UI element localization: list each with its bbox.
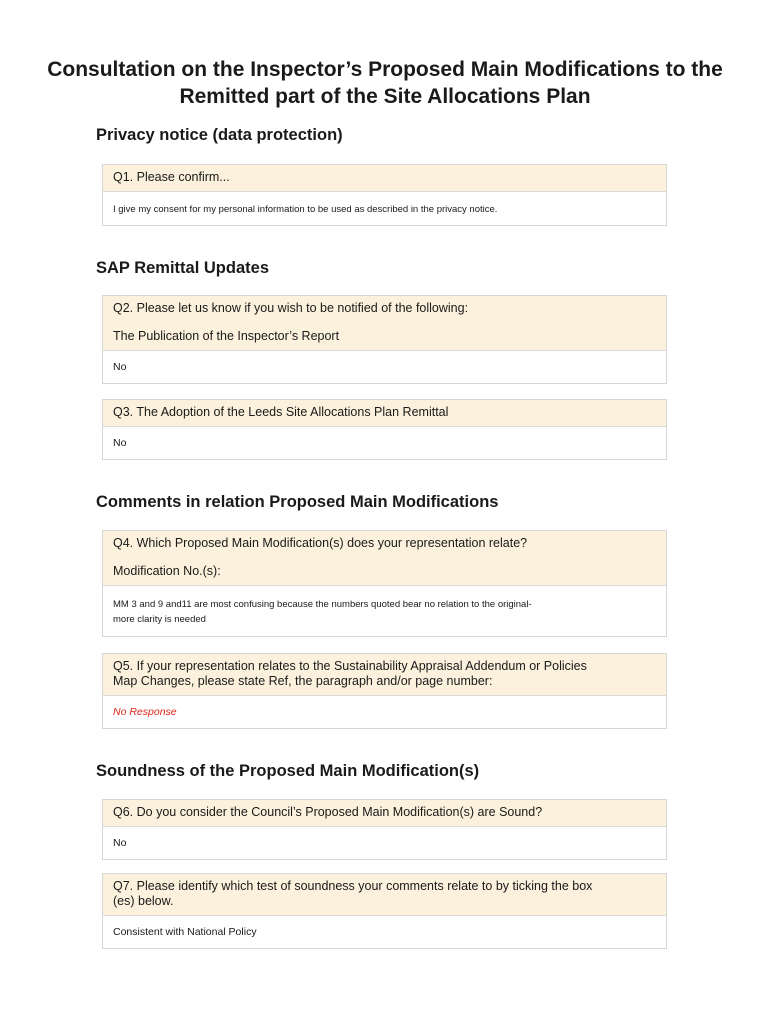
page-title: [0, 56, 770, 110]
answer-text: [103, 586, 666, 636]
page-title-line2: Remitted part of the Site Allocations Plan: [179, 85, 591, 108]
question-header: [103, 165, 666, 192]
question-card-q4: [102, 530, 667, 637]
section-heading-sap: SAP Remittal Updates: [96, 259, 269, 277]
question-text: Q2. Please let us know if you wish to be notified of the following:: [113, 301, 469, 315]
question-text: Q6. Do you consider the Council’s Proposed Main Modification(s) are Sound?: [113, 805, 543, 819]
question-sublabel: Modification No.(s):: [113, 564, 221, 578]
question-header: [103, 654, 666, 696]
question-header: [103, 874, 666, 916]
question-text-line: Q7. Please identify which test of soundness your comments relate to by ticking the box: [113, 879, 593, 893]
answer-line: MM 3 and 9 and11 are most confusing because the numbers quoted bear no relation to the original-: [113, 599, 532, 610]
answer-text: I give my consent for my personal information to be used as described in the privacy notice.: [113, 204, 498, 215]
question-card-q2: [102, 295, 667, 384]
section-heading-privacy: Privacy notice (data protection): [96, 126, 343, 144]
question-text-line: Q5. If your representation relates to the Sustainability Appraisal Addendum or Policies: [113, 659, 587, 673]
question-text: Q1. Please confirm...: [113, 170, 230, 184]
question-sublabel: The Publication of the Inspector’s Report: [113, 329, 340, 343]
question-card-q1: [102, 164, 667, 226]
question-text: Q4. Which Proposed Main Modification(s) does your representation relate?: [113, 536, 528, 550]
question-text-line: Map Changes, please state Ref, the paragraph and/or page number:: [113, 674, 493, 688]
question-card-q3: [102, 399, 667, 460]
answer-text: [103, 696, 666, 728]
answer-text: Consistent with National Policy: [113, 926, 257, 938]
answer-text: No: [113, 837, 127, 849]
answer-text: No: [113, 437, 127, 449]
answer-text: No: [113, 361, 127, 373]
question-card-q5: [102, 653, 667, 729]
question-text: Q3. The Adoption of the Leeds Site Allocations Plan Remittal: [113, 405, 449, 419]
answer-line: more clarity is needed: [113, 614, 206, 625]
question-card-q6: [102, 799, 667, 860]
question-header: [103, 296, 666, 351]
section-heading-soundness: Soundness of the Proposed Main Modification(s): [96, 762, 480, 780]
section-heading-comments: Comments in relation Proposed Main Modifications: [96, 493, 499, 511]
question-header: [103, 800, 666, 827]
page-title-line1: Consultation on the Inspector’s Proposed Main Modifications to the: [47, 58, 723, 81]
question-header: [103, 400, 666, 427]
question-text-line: (es) below.: [113, 894, 174, 908]
question-card-q7: [102, 873, 667, 949]
question-header: [103, 531, 666, 586]
no-response-label: No Response: [113, 706, 177, 718]
